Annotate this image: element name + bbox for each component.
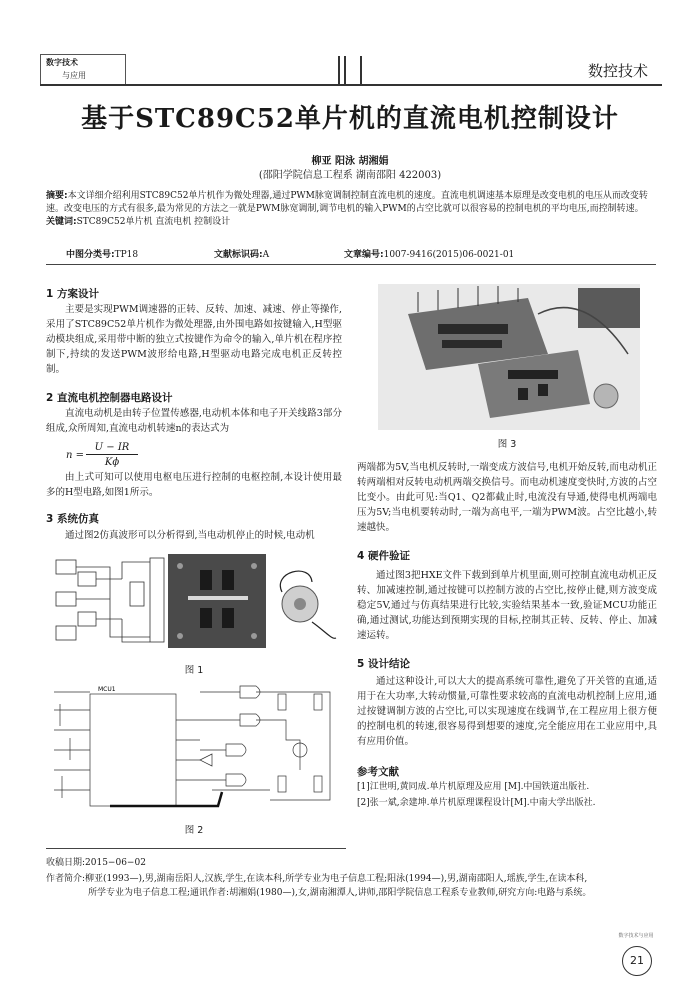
mcu-label: MCU1: [98, 686, 116, 693]
speed-formula: n = U − IR Kϕ: [66, 441, 146, 471]
section-5-text: 通过这种设计,可以大大的提高系统可靠性,避免了开关管的直通,适用于在大功率,大转动惯量,可靠性要求较高的直流电动机控制上应用,通过按键调制方波的占空比,可以实现速度在线调节,在工程应用上很方便的控制电机的转速,很容易得到想要的速度,完全能应用在工业应用中,具有应用价值。: [357, 676, 657, 747]
paper-affiliation: (邵阳学院信息工程系 湖南邵阳 422003): [258, 170, 442, 181]
h-bridge-schematic: [50, 552, 340, 652]
figure-1: [50, 552, 340, 652]
doc-code: 文献标识码:A: [214, 250, 270, 260]
article-number: 文章编号:1007-9416(2015)06-0021-01: [344, 250, 515, 260]
keywords-text: STC89C52单片机 直流电机 控制设计: [76, 217, 231, 227]
keywords-label: 关键词:: [46, 217, 77, 227]
abstract: [46, 190, 656, 229]
hardware-photo: [378, 284, 640, 430]
page-number: 21: [622, 946, 652, 976]
references-heading: 参考文献: [357, 766, 399, 778]
section-5-heading: 5 设计结论: [357, 658, 410, 670]
section-1-text: 主要是实现PWM调速器的正转、反转、加速、减速、停止等操作,采用了STC89C52单片机作为微处理器,由外围电路如按键输入,H型驱动模块组成,采用带中断的独立式按键作为命令的输入,单片机在程序控制下,持续的发送PWM波形给电路,H型驱动电路完成电机正反转控制。: [46, 304, 342, 375]
section-3-heading: 3 系统仿真: [46, 513, 99, 525]
section-4-text: 通过图3把HXE文件下载到到单片机里面,则可控制直流电动机正反转、加减速控制,通过按键可以控制方波的占空比,按停止健,则方波变成稳定5V,通过与仿真结果进行比较,实验结果基本一致,验证MCU功能正确,通过测试,功能达到预期实现的目标,控制其正转、反转、停止、加减速运转。: [357, 570, 657, 641]
figure-1-caption: 图 1: [184, 665, 204, 676]
author-bio-line-1: 作者简介:柳亚(1993—),男,湖南岳阳人,汉族,学生,在读本科,所学专业为电子信息工程;阳泳(1994—),男,湖南邵阳人,瑶族,学生,在读本科,: [46, 874, 588, 884]
section-2-text: 直流电动机是由转子位置传感器,电动机本体和电子开关线路3部分组成,众所周知,直流电动机转速n的表达式为: [46, 408, 342, 434]
section-3-text: 通过图2仿真波形可以分析得到,当电动机停止的时候,电动机: [65, 530, 315, 541]
paper-title: 基于STC89C52单片机的直流电机控制设计: [81, 104, 619, 134]
header-divider: [338, 56, 340, 84]
figure-2-caption: 图 2: [184, 825, 204, 836]
journal-badge: 数字技术与应用: [618, 933, 654, 939]
reference-2: [2]张一斌,余建坤.单片机原理课程设计[M].中南大学出版社.: [357, 798, 596, 808]
header-divider: [360, 56, 362, 84]
section-2-text-2: 由上式可知可以使用电枢电压进行控制的电枢控制,本设计使用最多的H型电路,如图1所示。: [46, 472, 342, 498]
author-bio-line-2: 所学专业为电子信息工程;通讯作者:胡湘娟(1980—),女,湖南湘潭人,讲师,邵阳学院信息工程系专业教师,研究方向:电路与系统。: [88, 888, 592, 898]
section-2-heading: 2 直流电机控制器电路设计: [46, 392, 173, 404]
clc-number: 中图分类号:TP18: [66, 250, 139, 260]
header-rule: [40, 84, 662, 86]
figure-2: [50, 680, 342, 812]
figure-3: [378, 284, 640, 430]
section-label: 数控技术: [588, 62, 649, 80]
paper-authors: 柳亚 阳泳 胡湘娟: [311, 156, 389, 167]
abstract-text: 本文详细介绍利用STC89C52单片机作为微处理器,通过PWM脉宽调制控制直流电机的速度。直流电机调速基本原理是改变电机的电压从而改变转速。改变电压的方式有很多,最为常见的方法之一就是PWM脉宽调制,调节电机的输入PWM的占空比就可以很容易的控制电机的平均电压,而控制转速。: [46, 191, 648, 214]
abstract-label: 摘要:: [46, 191, 68, 201]
abstract-rule: [46, 264, 656, 265]
footnote-rule: [46, 848, 346, 849]
section-1-heading: 1 方案设计: [46, 288, 99, 300]
header-divider: [344, 56, 346, 84]
received-date: 收稿日期:2015−06−02: [46, 858, 146, 868]
reference-1: [1]江世明,黄同成.单片机原理及应用 [M].中国铁道出版社.: [357, 782, 590, 792]
section-3-continued: 两端都为5V,当电机反转时,一端变成方波信号,电机开始反转,而电动机正转两端相对反转电动机两端交换信号。而电动机速度变快时,方波的占空比变小。由此可见:当Q1、Q2都截止时,电流没有导通,使得电机两端电压为5V;当电机要转动时,一端为高电平,一端为PWM波。占空比越小,转速越快。: [357, 462, 657, 533]
section-4-heading: 4 硬件验证: [357, 550, 410, 562]
journal-name-bottom: 与应用: [62, 71, 86, 80]
figure-3-caption: 图 3: [497, 439, 517, 450]
journal-name-top: 数字技术: [46, 58, 78, 67]
circuit-schematic: [50, 680, 342, 812]
